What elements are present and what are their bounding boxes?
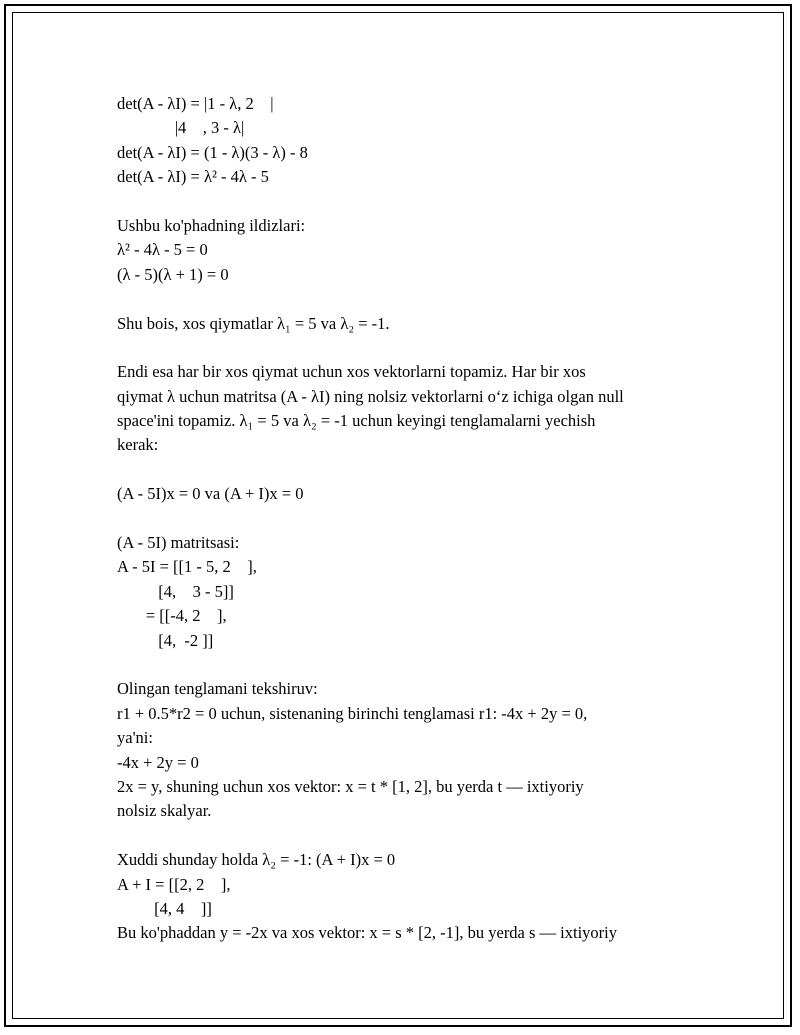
text-line: [4, -2 ]] xyxy=(117,630,214,650)
text-line: det(A - λI) = (1 - λ)(3 - λ) - 8 xyxy=(117,142,308,162)
text-line: Shu bois, xos qiymatlar λ₁ = 5 va λ₂ = -1. xyxy=(117,313,390,333)
text-line: [4, 4 ]] xyxy=(117,898,212,918)
text-line: A - 5I = [[1 - 5, 2 ], xyxy=(117,557,257,577)
blank-line xyxy=(117,507,717,531)
blank-line xyxy=(117,653,717,677)
text-line: ya'ni: xyxy=(117,728,153,748)
text-line: [4, 3 - 5]] xyxy=(117,581,234,601)
text-line: nolsiz skalyar. xyxy=(117,801,212,821)
blank-line xyxy=(117,824,717,848)
text-line: -4x + 2y = 0 xyxy=(117,752,199,772)
text-line: (A - 5I) matritsasi: xyxy=(117,533,240,553)
document-body xyxy=(117,92,717,946)
text-line: det(A - λI) = λ² - 4λ - 5 xyxy=(117,167,269,187)
text-line: Olingan tenglamani tekshiruv: xyxy=(117,679,318,699)
text-line: (λ - 5)(λ + 1) = 0 xyxy=(117,264,229,284)
text-line: (A - 5I)x = 0 va (A + I)x = 0 xyxy=(117,484,304,504)
text-line: qiymat λ uchun matritsa (A - λI) ning nolsiz vektorlarni o‘z ichiga olgan null xyxy=(117,386,624,406)
text-line: kerak: xyxy=(117,435,159,455)
text-line: space'ini topamiz. λ₁ = 5 va λ₂ = -1 uchun keyingi tenglamalarni yechish xyxy=(117,411,596,431)
blank-line xyxy=(117,287,717,311)
blank-line xyxy=(117,190,717,214)
blank-line xyxy=(117,458,717,482)
text-line: r1 + 0.5*r2 = 0 uchun, sistenaning birinchi tenglamasi r1: -4x + 2y = 0, xyxy=(117,703,588,723)
text-line: 2x = y, shuning uchun xos vektor: x = t * [1, 2], bu yerda t — ixtiyoriy xyxy=(117,776,584,796)
text-line: = [[-4, 2 ], xyxy=(117,606,227,626)
text-line: Bu ko'phaddan y = -2x va xos vektor: x = s * [2, -1], bu yerda s — ixtiyoriy xyxy=(117,923,618,943)
text-line: λ² - 4λ - 5 = 0 xyxy=(117,240,208,260)
blank-line xyxy=(117,336,717,360)
text-line: Endi esa har bir xos qiymat uchun xos vektorlarni topamiz. Har bir xos xyxy=(117,362,586,382)
text-line: Xuddi shunday holda λ₂ = -1: (A + I)x = 0 xyxy=(117,850,396,870)
text-line: |4 , 3 - λ| xyxy=(117,118,245,138)
text-line: det(A - λI) = |1 - λ, 2 | xyxy=(117,94,274,113)
text-line: A + I = [[2, 2 ], xyxy=(117,874,231,894)
text-line: Ushbu ko'phadning ildizlari: xyxy=(117,215,306,235)
